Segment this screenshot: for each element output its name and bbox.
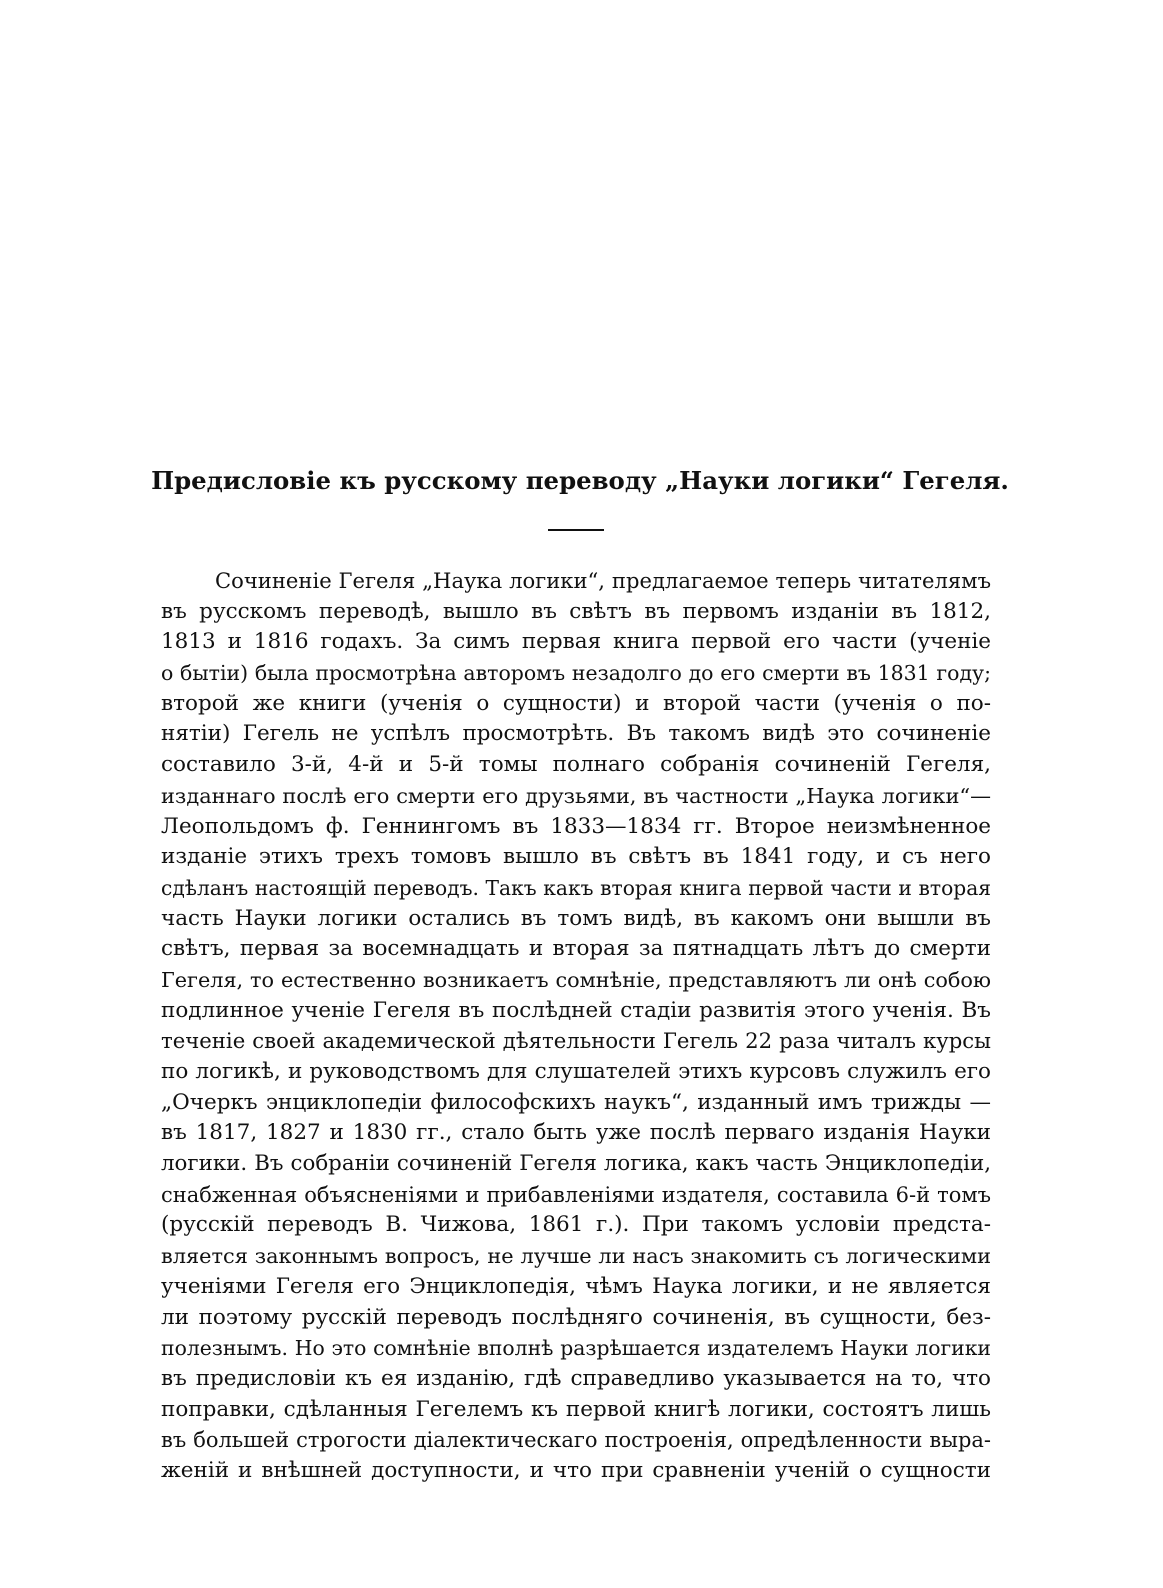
text-line: въ предисловіи къ ея изданію, гдѣ справедливо указывается на то, что xyxy=(161,1365,991,1391)
text-line: въ русскомъ переводѣ, вышло въ свѣтъ въ первомъ изданіи въ 1812, xyxy=(161,598,991,624)
text-line: снабженная объясненіями и прибавленіями издателя, составила 6-й томъ xyxy=(161,1182,991,1207)
text-line: Леопольдомъ ф. Геннингомъ въ 1833—1834 гг. Второе неизмѣненное xyxy=(161,813,991,839)
text-line: полезнымъ. Но это сомнѣніе вполнѣ разрѣшается издателемъ Науки логики xyxy=(161,1336,991,1361)
text-line: по логикѣ, и руководствомъ для слушателей этихъ курсовъ служилъ его xyxy=(161,1059,991,1084)
text-line: изданнаго послѣ его смерти его друзьями, въ частности „Наука логики“— xyxy=(161,783,991,808)
text-line: ученіями Гегеля его Энциклопедія, чѣмъ Наука логики, и не является xyxy=(161,1273,991,1299)
title-divider xyxy=(548,529,604,531)
text-line: Гегеля, то естественно возникаетъ сомнѣніе, представляютъ ли онѣ собою xyxy=(161,967,991,992)
text-line: подлинное ученіе Гегеля въ послѣдней стадіи развитія этого ученія. Въ xyxy=(161,997,991,1023)
text-line: въ 1817, 1827 и 1830 гг., стало быть уже послѣ перваго изданія Науки xyxy=(161,1120,991,1146)
text-line: второй же книги (ученія о сущности) и второй части (ученія о по- xyxy=(161,690,991,716)
text-line: вляется законнымъ вопросъ, не лучше ли насъ знакомить съ логическими xyxy=(161,1244,991,1269)
text-line: нятіи) Гегель не успѣлъ просмотрѣть. Въ такомъ видѣ это сочиненіе xyxy=(161,721,991,747)
text-line: поправки, сдѣланныя Гегелемъ къ первой книгѣ логики, состоятъ лишь xyxy=(161,1396,991,1422)
text-line: свѣтъ, первая за восемнадцать и вторая за пятнадцать лѣтъ до смерти xyxy=(161,936,991,962)
text-line: Сочиненіе Гегеля „Наука логики“, предлагаемое теперь читателямъ xyxy=(215,568,991,593)
text-line: о бытіи) была просмотрѣна авторомъ незадолго до его смерти въ 1831 году; xyxy=(161,661,991,686)
text-line: въ большей строгости діалектическаго построенія, опредѣленности выра- xyxy=(161,1428,991,1453)
body-paragraph xyxy=(161,566,991,1487)
text-line: теченіе своей академической дѣятельности Гегель 22 раза читалъ курсы xyxy=(161,1028,991,1054)
text-line: (русскій переводъ В. Чижова, 1861 г.). При такомъ условіи предста- xyxy=(161,1212,991,1238)
text-line: изданіе этихъ трехъ томовъ вышло въ свѣтъ въ 1841 году, и съ него xyxy=(161,844,991,870)
text-line: часть Науки логики остались въ томъ видѣ, въ какомъ они вышли въ xyxy=(161,905,991,931)
text-line: „Очеркъ энциклопедіи философскихъ наукъ“, изданный имъ трижды — xyxy=(161,1089,991,1115)
page-title: Предисловіе къ русскому переводу „Науки логики“ Гегеля. xyxy=(151,466,1009,495)
text-line: сдѣланъ настоящій переводъ. Такъ какъ вторая книга первой части и вторая xyxy=(161,875,991,900)
text-line: женій и внѣшней доступности, и что при сравненіи ученій о сущности xyxy=(161,1457,991,1483)
text-line: логики. Въ собраніи сочиненій Гегеля логика, какъ часть Энциклопедіи, xyxy=(161,1151,991,1177)
text-line: составило 3-й, 4-й и 5-й томы полнаго собранія сочиненій Гегеля, xyxy=(161,752,991,778)
text-line: ли поэтому русскій переводъ послѣдняго сочиненія, въ сущности, без- xyxy=(161,1304,991,1330)
text-line: 1813 и 1816 годахъ. За симъ первая книга первой его части (ученіе xyxy=(161,629,991,655)
